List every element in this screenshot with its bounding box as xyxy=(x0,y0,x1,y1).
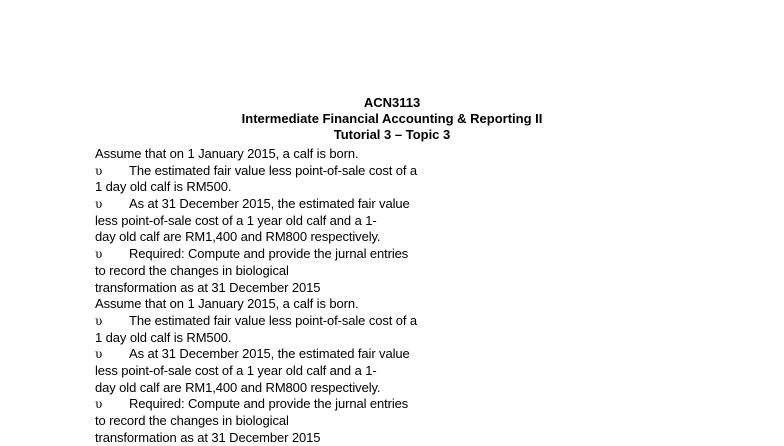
continuation-line: to record the changes in biological xyxy=(95,413,289,428)
bullet-icon: υ xyxy=(95,347,103,362)
course-code: ACN3113 xyxy=(363,95,421,110)
continuation-line: 1 day old calf is RM500. xyxy=(95,329,232,345)
continuation-line: to record the changes in biological xyxy=(95,262,289,278)
list-item xyxy=(95,346,515,363)
item-text: As at 31 December 2015, the estimated fair value xyxy=(129,346,410,362)
continuation-line: less point-of-sale cost of a 1 year old calf and a 1- xyxy=(95,362,377,378)
item-text: As at 31 December 2015, the estimated fair value xyxy=(129,196,410,212)
intro-line: Assume that on 1 January 2015, a calf is born. xyxy=(95,146,359,161)
continuation-line: 1 day old calf is RM500. xyxy=(95,179,232,195)
bullet-icon: υ xyxy=(95,397,103,412)
list-item xyxy=(95,196,515,213)
item-text: The estimated fair value less point-of-sale cost of a xyxy=(129,312,418,328)
list-item xyxy=(95,163,515,180)
bullet-icon: υ xyxy=(95,313,103,328)
continuation-line: day old calf are RM1,400 and RM800 respectively. xyxy=(95,229,381,245)
document-body xyxy=(95,146,515,446)
course-title: Intermediate Financial Accounting & Reporting II xyxy=(241,111,543,126)
intro-line: Assume that on 1 January 2015, a calf is born. xyxy=(95,296,359,312)
list-item xyxy=(95,246,515,263)
continuation-line: transformation as at 31 December 2015 xyxy=(95,429,321,445)
list-item xyxy=(95,313,515,330)
bullet-icon: υ xyxy=(95,163,103,178)
item-text: Required: Compute and provide the jurnal entries xyxy=(129,246,409,262)
bullet-icon: υ xyxy=(95,247,103,262)
item-text: Required: Compute and provide the jurnal entries xyxy=(129,396,409,412)
continuation-line: less point-of-sale cost of a 1 year old calf and a 1- xyxy=(95,212,377,228)
list-item xyxy=(95,396,515,413)
continuation-line: day old calf are RM1,400 and RM800 respectively. xyxy=(95,379,381,395)
document-header xyxy=(0,95,784,143)
continuation-line: transformation as at 31 December 2015 xyxy=(95,279,321,295)
tutorial-title: Tutorial 3 – Topic 3 xyxy=(333,127,451,142)
item-text: The estimated fair value less point-of-sale cost of a xyxy=(129,162,418,178)
bullet-icon: υ xyxy=(95,197,103,212)
